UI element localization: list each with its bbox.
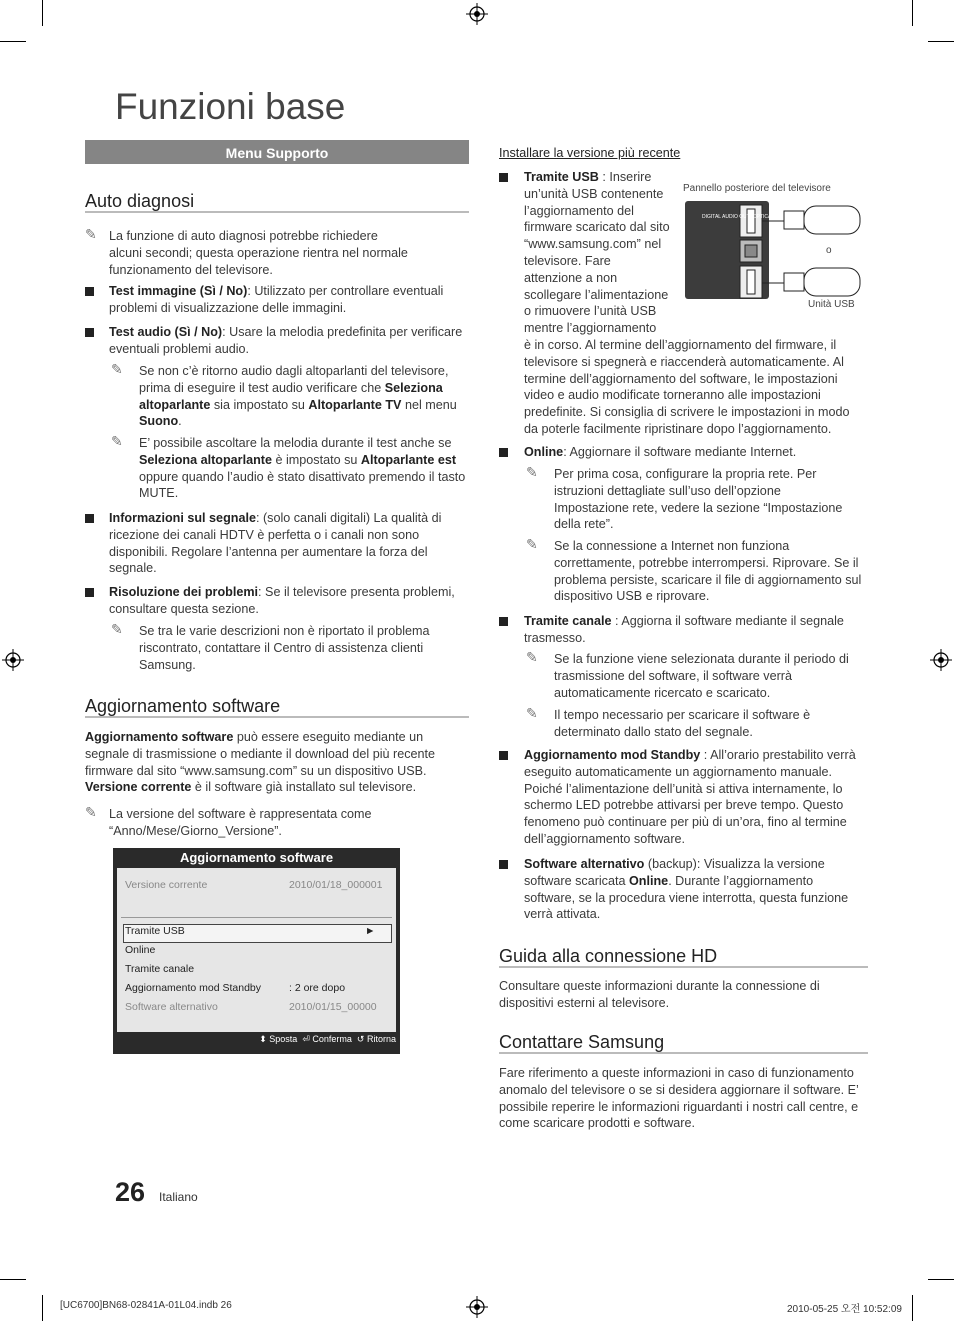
crop-mark — [42, 1295, 43, 1321]
enter-icon: ⏎ — [302, 1034, 310, 1044]
usb-text: Tramite USB : Inserire un’unità USB contenente l’aggiornamento del firmware scaricato dal sito “www.samsung.com” nel televisore. Fare attenzione a non scollegare l’alimentazione o rimuovere l’unità USB mentre l’aggiornamento — [524, 170, 670, 336]
nav-conferma: Conferma — [312, 1034, 352, 1044]
page-title: Funzioni base — [115, 86, 346, 127]
crop-mark — [0, 41, 26, 42]
online-note-2: Se la connessione a Internet non funziona correttamente, potrebbe interrompersi. Riprovare. Se il problema persiste, scaricare il file di aggiornamento sul dispositivo USB e riprovare. — [554, 539, 862, 604]
pencil-note-icon: ✎ — [111, 433, 123, 449]
risoluzione-note: Se tra le varie descrizioni non è riportato il problema riscontrato, contattare il Centro di assistenza clienti Samsung. — [139, 624, 430, 672]
osd-menu-item-standby[interactable]: Aggiornamento mod Standby — [125, 982, 262, 994]
registration-mark-icon — [466, 1296, 488, 1318]
crop-mark — [912, 1295, 913, 1321]
pencil-note-icon: ✎ — [111, 361, 123, 377]
section-bar: Menu Supporto — [85, 140, 469, 164]
test-immagine: Test immagine (Sì / No): Utilizzato per controllare eventuali problemi di visualizzazione delle immagini. — [109, 284, 444, 315]
square-bullet-icon — [499, 751, 508, 760]
osd-versione-value: 2010/01/18_000001 — [289, 879, 383, 891]
crop-mark — [0, 1279, 26, 1280]
square-bullet-icon — [499, 173, 508, 182]
square-bullet-icon — [85, 287, 94, 296]
osd-title: Aggiornamento software — [179, 850, 334, 865]
square-bullet-icon — [499, 617, 508, 626]
port-usb2: DIGITAL AUDIO OUT (OPTICAL) — [702, 214, 776, 220]
heading-guida-hd: Guida alla connessione HD — [499, 948, 868, 968]
pencil-note-icon: ✎ — [526, 649, 538, 665]
figure-usb-label: Unità USB — [808, 299, 855, 310]
aggiornamento-p1: Aggiornamento software può essere eseguito mediante un segnale di trasmissione o mediante il download del più recente firmware dal sito “www.samsung.com” su un dispositivo USB. — [85, 730, 436, 778]
nav-sposta: Sposta — [269, 1034, 298, 1044]
square-bullet-icon — [499, 448, 508, 457]
alternativo: Software alternativo (backup): Visualizza la versione software scaricata Online. Durante l’aggiornamento software, se la procedura viene interrotta, questa funzione verrà attivata. — [524, 857, 849, 922]
pencil-note-icon: ✎ — [85, 804, 97, 820]
square-bullet-icon — [499, 860, 508, 869]
crop-mark — [42, 0, 43, 26]
canale: Tramite canale : Aggiorna il software mediante il segnale trasmesso. — [524, 614, 844, 645]
osd-menu-item-canale[interactable]: Tramite canale — [125, 963, 195, 975]
pencil-note-icon: ✎ — [526, 705, 538, 721]
osd-menu-item-online[interactable]: Online — [125, 944, 156, 956]
osd-panel — [117, 868, 396, 1032]
crop-mark — [928, 41, 954, 42]
square-bullet-icon — [85, 514, 94, 523]
osd-divider — [121, 917, 392, 918]
page-language: Italiano — [159, 1190, 198, 1204]
heading-contattare: Contattare Samsung — [499, 1034, 868, 1054]
square-bullet-icon — [85, 328, 94, 337]
pencil-note-icon: ✎ — [85, 226, 97, 242]
contattare-text: Fare riferimento a queste informazioni in caso di funzionamento anomalo del televisore o se si desidera aggiornare il software. E’ possibile reperire le informazioni riguardanti i nostri call centre, e come scaricare prodotti e software. — [499, 1066, 859, 1131]
info-segnale: Informazioni sul segnale: (solo canali digitali) La qualità di ricezione dei canali HDTV è perfetta o i canali non sono disponibili. Regolare l’antenna per aumentare la forza del segnale. — [109, 511, 442, 576]
pencil-note-icon: ✎ — [526, 536, 538, 552]
aggiornamento-note: La versione del software è rappresentata come “Anno/Mese/Giorno_Versione”. — [109, 807, 372, 838]
arrow-right-icon: ► — [365, 925, 376, 937]
updown-icon: ⬍ — [259, 1034, 267, 1044]
guida-text: Consultare queste informazioni durante la connessione di dispositivi esterni al televisore. — [499, 979, 820, 1010]
osd-item-usb-label: Tramite USB — [125, 925, 185, 937]
risoluzione: Risoluzione dei problemi: Se il televisore presenta problemi, consultare questa sezione. — [109, 585, 455, 616]
registration-mark-icon — [930, 649, 952, 671]
crop-mark — [912, 0, 913, 26]
osd-standby-value: : 2 ore dopo — [289, 982, 346, 994]
square-bullet-icon — [85, 588, 94, 597]
usb-text-cont: è in corso. Al termine dell’aggiornamento del firmware, il televisore si spegnerà e riaccenderà automaticamente. Al termine dell’aggiornamento del software, le impostazioni video e audio modificate torneranno alle impostazioni predefinite. Si consiglia di scrivere le impostazioni in modo da poterle facilmente ripristinare dopo l’aggiornamento. — [524, 338, 850, 436]
crop-mark — [928, 1279, 954, 1280]
nav-ritorna: Ritorna — [366, 1034, 396, 1044]
page-number: 26 — [115, 1177, 146, 1207]
pencil-note-icon: ✎ — [526, 464, 538, 480]
aggiornamento-p2: Versione corrente è il software già installato sul televisore. — [85, 780, 417, 795]
registration-mark-icon — [2, 649, 24, 671]
footer-date: 2010-05-25 오전 10:52:09 — [787, 1304, 902, 1315]
canale-note-1: Se la funzione viene selezionata durante il periodo di trasmissione del software, il software verrà automaticamente ricercato e scaricato. — [554, 652, 849, 700]
registration-mark-icon — [466, 3, 488, 25]
pencil-note-icon: ✎ — [111, 621, 123, 637]
return-icon: ↺ — [356, 1034, 365, 1044]
canale-note-2: Il tempo necessario per scaricare il software è determinato dallo stato del segnale. — [554, 708, 811, 739]
osd-menu-item-alternativo[interactable]: Software alternativo — [125, 1001, 218, 1013]
osd-versione-label: Versione corrente — [125, 879, 208, 891]
online-note-1: Per prima cosa, configurare la propria rete. Per istruzioni dettagliate sull’uso dell’opzione Impostazione rete, vedere la sezione “Impostazione della rete”. — [554, 467, 843, 532]
test-audio: Test audio (Sì / No): Usare la melodia predefinita per verificare eventuali problemi audio. — [109, 325, 463, 356]
install-heading: Installare la versione più recente — [499, 146, 681, 160]
audio-note-1: Se non c’è ritorno audio dagli altoparlanti del televisore, prima di eseguire il test audio verificare che Seleziona altoparlante sia impostato su Altoparlante TV nel menu Suono. — [139, 364, 457, 429]
online: Online: Aggiornare il software mediante Internet. — [524, 445, 797, 459]
figure-caption: Pannello posteriore del televisore — [683, 183, 831, 194]
figure-or: o — [826, 245, 832, 256]
audio-note-2: E’ possibile ascoltare la melodia durante il test anche se Seleziona altoparlante è impostato su Altoparlante est oppure quando l’audio è stato disattivato premendo il tasto MUTE. — [139, 436, 466, 501]
heading-aggiornamento: Aggiornamento software — [85, 698, 469, 718]
footer-file: [UC6700]BN68-02841A-01L04.indb 26 — [60, 1300, 232, 1311]
osd-alt-value: 2010/01/15_00000 — [289, 1001, 377, 1013]
standby: Aggiornamento mod Standby : All’orario prestabilito verrà eseguito automaticamente un aggiornamento manuale. Poiché l’alimentazione dell’unità si attiva internamente, lo schermo LED potrebbe attivarsi per breve tempo. Questo fenomeno può continuare per più di un’ora, fino al termine dell’aggiornamento software. — [524, 748, 856, 846]
osd-nav-bar — [113, 1034, 396, 1050]
software-update-osd — [113, 848, 400, 1054]
heading-auto-diagnosi: Auto diagnosi — [85, 193, 469, 213]
auto-diagnosi-note: La funzione di auto diagnosi potrebbe richiedere alcuni secondi; questa operazione rientra nel normale funzionamento del televisore. — [109, 229, 408, 277]
